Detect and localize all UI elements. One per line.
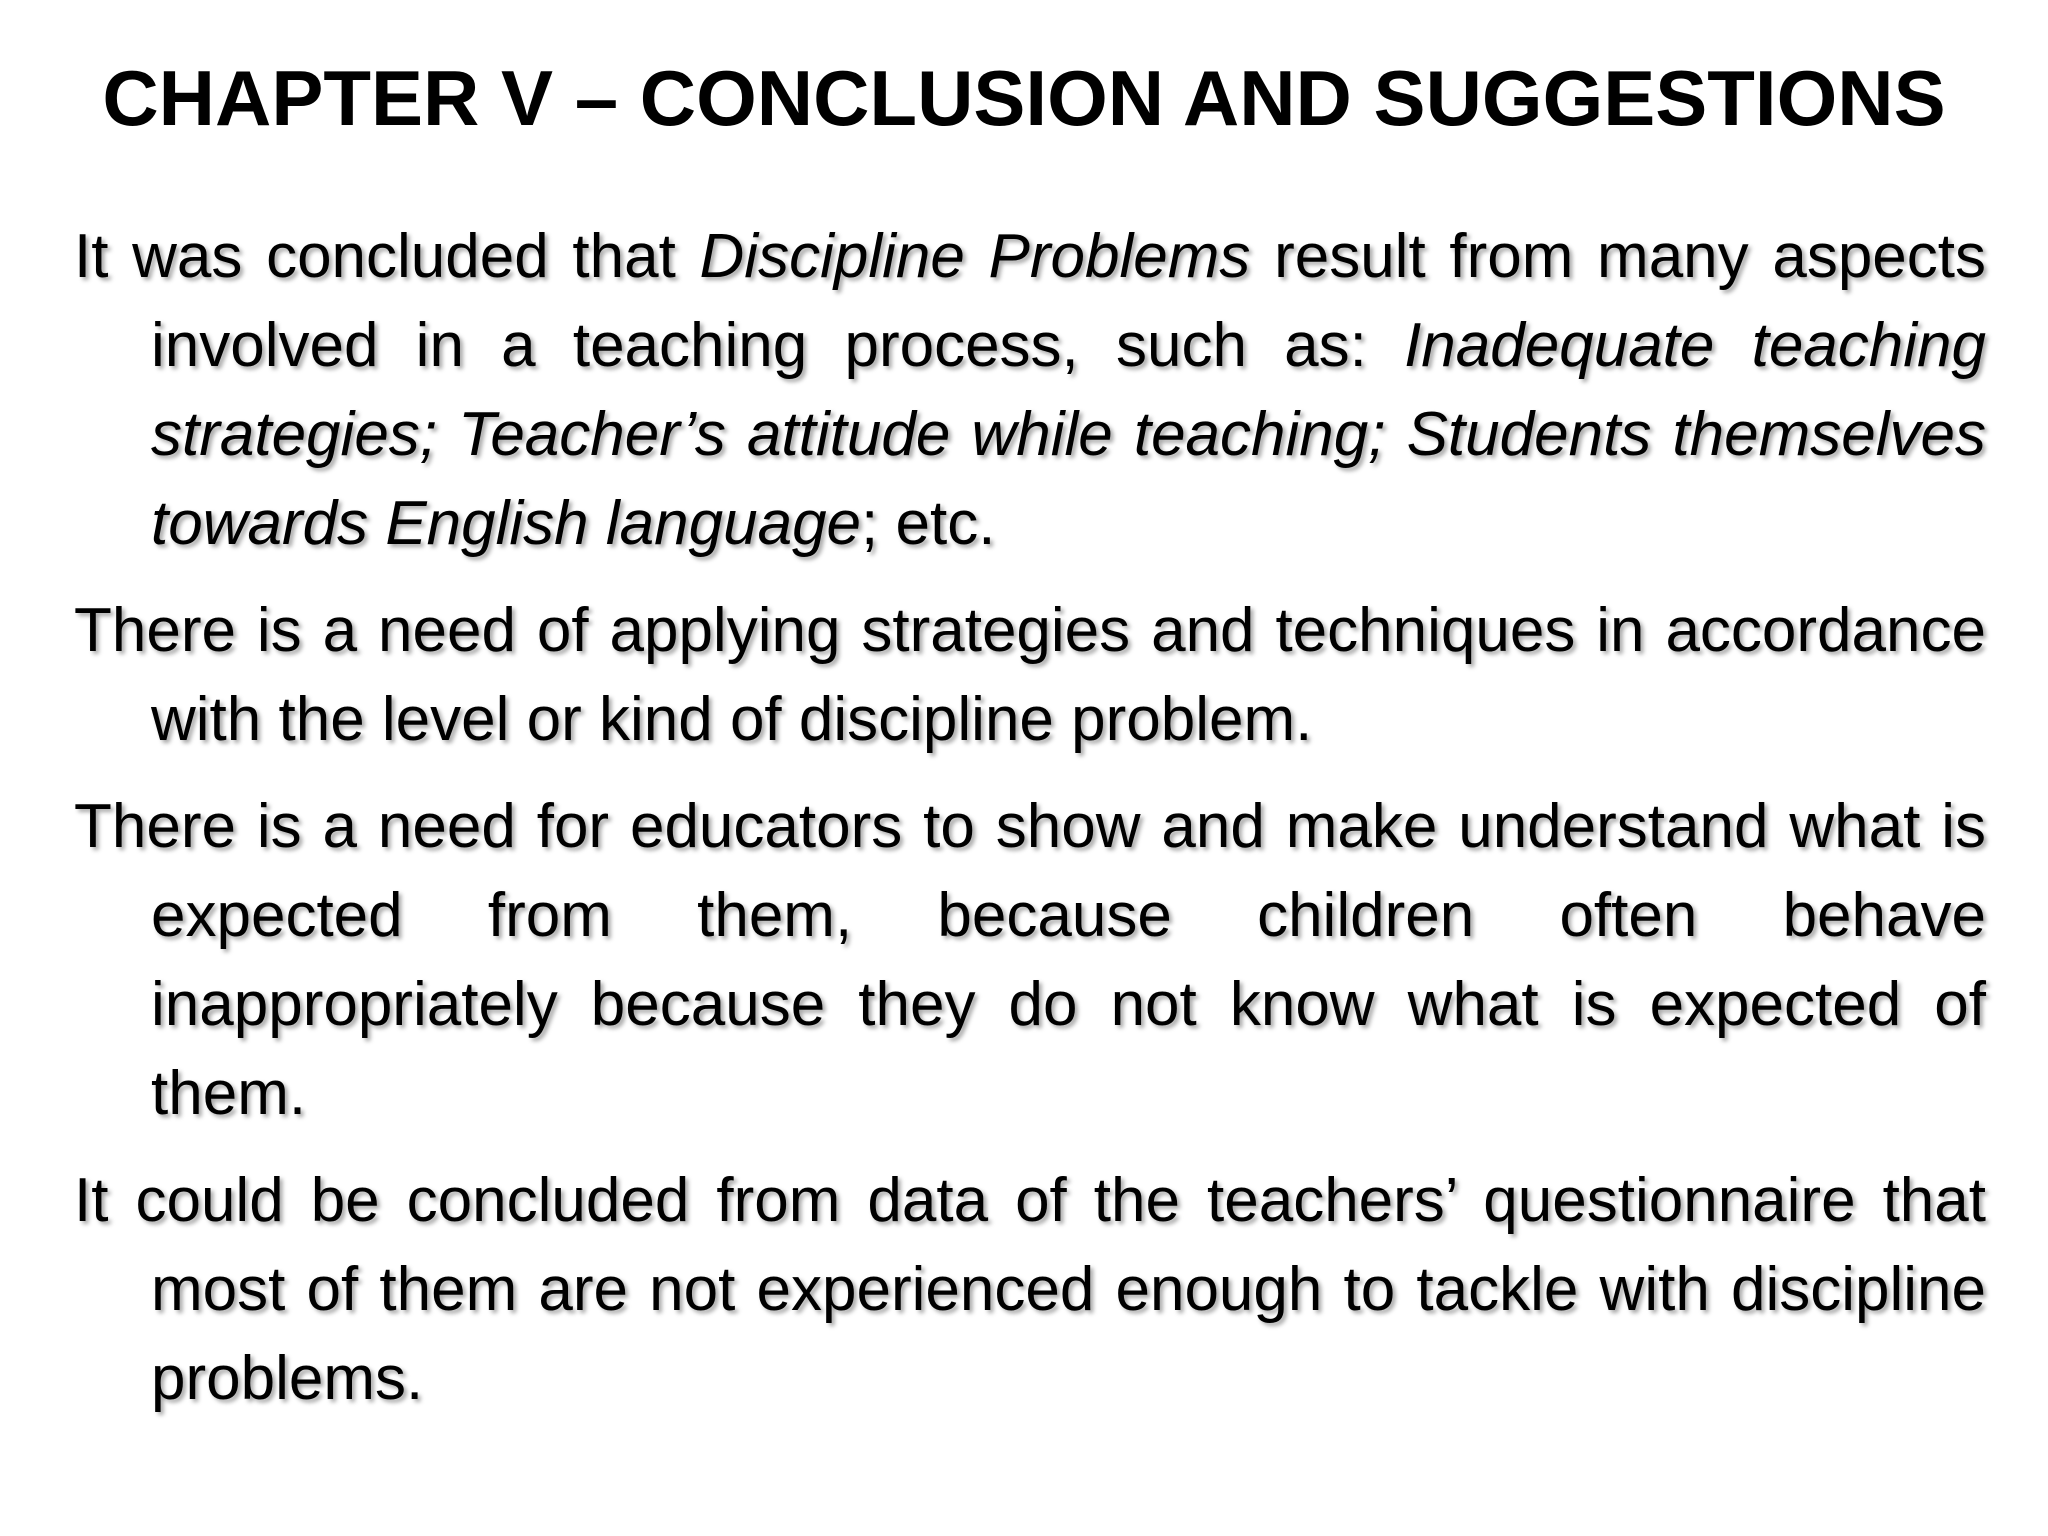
paragraph-4: It could be concluded from data of the teachers’ questionnaire that most of them are not experienced enough to tackle with discipline problems. bbox=[74, 1166, 1986, 1413]
p1-text-a: It was concluded that bbox=[74, 222, 700, 291]
paragraph-3: There is a need for educators to show and make understand what is expected from them, because children often behave inappropriately because they do not know what is expected of them. bbox=[74, 792, 1986, 1128]
p1-italic-discipline-problems: Discipline Problems bbox=[699, 222, 1251, 291]
slide-title: CHAPTER V – CONCLUSION AND SUGGESTIONS bbox=[102, 54, 1946, 142]
p1-text-c: result from many aspects involved in a teaching process, such as: bbox=[151, 222, 1987, 380]
paragraph-1 bbox=[74, 212, 1986, 568]
p1-italic-aspects-list: Inadequate teaching strategies; Teacher’s attitude while teaching; Students themselves towards English language bbox=[151, 311, 1986, 558]
paragraph-2: There is a need of applying strategies and techniques in accordance with the level or kind of discipline problem. bbox=[74, 596, 1986, 754]
slide-body bbox=[74, 212, 1986, 1441]
p1-text-e: ; etc. bbox=[861, 489, 996, 558]
